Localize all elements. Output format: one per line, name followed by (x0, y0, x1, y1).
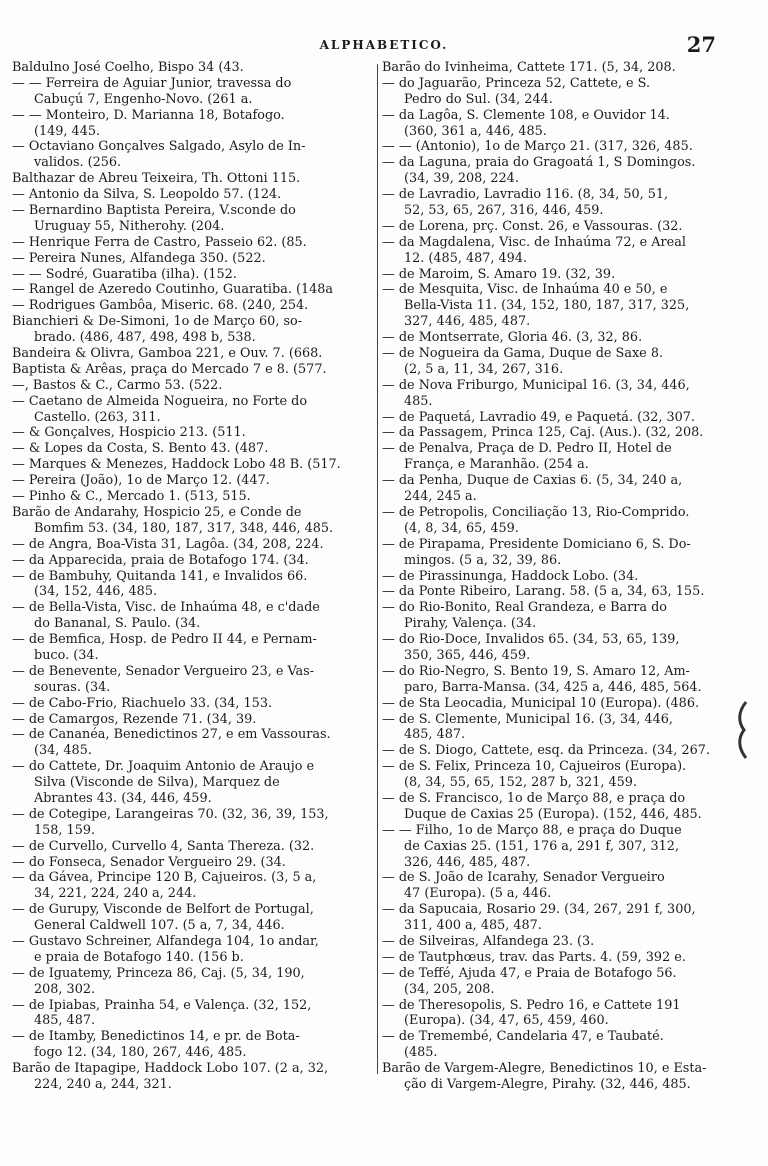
directory-entry-line: 158, 159. (34, 822, 96, 838)
directory-entry-line: ção di Vargem-Alegre, Pirahy. (32, 446, 485. (404, 1077, 691, 1092)
directory-entry-line: — Pereira (João), 1o de Março 12. (447. (12, 473, 270, 489)
directory-entry-line: 224, 240 a, 244, 321. (34, 1077, 172, 1092)
directory-entry-line: — de S. João de Icarahy, Senador Vergueiro (382, 870, 665, 886)
directory-entry-line: 485, 487. (404, 727, 466, 743)
directory-entry-line: 350, 365, 446, 459. (404, 647, 531, 663)
directory-entry-line: — — Sodré, Guaratiba (ilha). (152. (12, 266, 237, 282)
directory-entry-line: 47 (Europa). (5 a, 446. (404, 886, 552, 902)
directory-entry-line: — da Gávea, Principe 120 B, Cajueiros. (3, 5 a, (12, 870, 317, 886)
directory-entry-line: — de Petropolis, Conciliação 13, Rio-Comprido. (382, 504, 690, 520)
directory-entry-line: — de Penalva, Praça de D. Pedro II, Hotel de (382, 441, 672, 457)
directory-entry-line: — da Lagôa, S. Clemente 108, e Ouvidor 14. (382, 107, 670, 123)
directory-entry-line: buco. (34. (34, 647, 99, 663)
directory-entry-line: (34, 152, 446, 485. (34, 584, 158, 600)
directory-entry-line: — de Lorena, prç. Const. 26, e Vassouras. (32. (382, 218, 683, 234)
directory-entry-line: — da Laguna, praia do Gragoatá 1, S Domingos. (382, 155, 696, 171)
directory-entry-line: de Caxias 25. (151, 176 a, 291 f, 307, 312, (404, 838, 680, 854)
directory-entry-line: — de Gurupy, Visconde de Belfort de Portugal, (12, 902, 314, 918)
directory-entry-line: — de Paquetá, Lavradio 49, e Paquetá. (32, 307. (382, 409, 695, 425)
directory-entry-line: Bandeira & Olivra, Gamboa 221, e Ouv. 7. (668. (12, 346, 323, 362)
directory-entry-line: — — (Antonio), 1o de Março 21. (317, 326, 485. (382, 139, 693, 155)
directory-entry-line: — de Cotegipe, Larangeiras 70. (32, 36, 39, 153, (12, 806, 329, 822)
directory-entry-line: — de Iguatemy, Princeza 86, Caj. (5, 34, 190, (12, 965, 305, 981)
directory-entry-line: — — Monteiro, D. Marianna 18, Botafogo. (12, 107, 285, 123)
directory-entry-line: 34, 221, 224, 240 a, 244. (34, 886, 197, 902)
directory-entry-line: — de Ipiabas, Prainha 54, e Valença. (32, 152, (12, 997, 312, 1013)
directory-entry-line: — de Cananéa, Benedictinos 27, e em Vassouras. (12, 727, 331, 743)
directory-entry-line: Balthazar de Abreu Teixeira, Th. Ottoni 115. (12, 171, 301, 187)
directory-entry-line: (149, 445. (34, 123, 101, 139)
directory-entry-line: — de Cabo-Frio, Riachuelo 33. (34, 153. (12, 695, 273, 711)
directory-entry-line: Uruguay 55, Nitherohy. (204. (34, 218, 225, 234)
directory-entry-line: — de S. Francisco, 1o de Março 88, e praça do (382, 790, 686, 806)
directory-entry-line: — de S. Diogo, Cattete, esq. da Princeza. (34, 267. (382, 743, 710, 759)
directory-entry-line: — de Curvello, Curvello 4, Santa Thereza. (32. (12, 838, 315, 854)
directory-entry-line: — de Tremembé, Candelaria 47, e Taubaté. (382, 1029, 664, 1045)
directory-entry-line: — de Nogueira da Gama, Duque de Saxe 8. (382, 346, 664, 362)
directory-entry-line: 208, 302. (34, 981, 96, 997)
directory-entry-line: Pirahy, Valença. (34. (404, 616, 537, 632)
directory-entry-line: Barão de Andarahy, Hospicio 25, e Conde de (12, 504, 302, 520)
directory-entry-line: (360, 361 a, 446, 485. (404, 123, 547, 139)
directory-entry-line: Barão do Ivinheima, Cattete 171. (5, 34, 208. (382, 60, 676, 75)
left-column (12, 60, 374, 1093)
directory-entry-line: (34, 205, 208. (404, 981, 495, 997)
directory-entry-line: Cabuçú 7, Engenho-Novo. (261 a. (34, 91, 253, 107)
directory-entry-line: validos. (256. (34, 155, 122, 171)
directory-entry-line: — de Lavradio, Lavradio 116. (8, 34, 50, 51, (382, 187, 669, 203)
directory-entry-line: e praia de Botafogo 140. (156 b. (34, 949, 244, 965)
directory-entry-line: — de Bella-Vista, Visc. de Inhaúma 48, e c'dade (12, 600, 320, 616)
directory-entry-line: 52, 53, 65, 267, 316, 446, 459. (404, 203, 604, 219)
directory-entry-line: — de Bambuhy, Quitanda 141, e Invalidos 66. (12, 568, 308, 584)
directory-entry-line: Barão de Itapagipe, Haddock Lobo 107. (2 a, 32, (12, 1061, 329, 1077)
directory-entry-line: Pedro do Sul. (34, 244. (404, 91, 553, 107)
page-header (0, 32, 768, 60)
directory-entry-line: — Gustavo Schreiner, Alfandega 104, 1o andar, (12, 933, 319, 949)
directory-entry-line: — Marques & Menezes, Haddock Lobo 48 B. (517. (12, 457, 341, 473)
directory-entry-line: Silva (Visconde de Silva), Marquez de (34, 775, 280, 791)
directory-entry-line: do Bananal, S. Paulo. (34. (34, 616, 201, 632)
directory-entry-line: Bomfim 53. (34, 180, 187, 317, 348, 446, 485. (34, 520, 334, 536)
directory-entry-line: — de Bemfica, Hosp. de Pedro II 44, e Pernam- (12, 632, 317, 648)
directory-entry-line: — de S. Clemente, Municipal 16. (3, 34, 446, (382, 711, 673, 727)
directory-entry-line: — da Ponte Ribeiro, Larang. 58. (5 a, 34, 63, 155. (382, 584, 705, 600)
directory-entry-line: — Rodrigues Gambôa, Miseric. 68. (240, 254. (12, 298, 309, 314)
directory-entry-line: França, e Maranhão. (254 a. (404, 457, 589, 473)
directory-entry-line: —, Bastos & C., Carmo 53. (522. (12, 377, 223, 393)
directory-entry-line: — Octaviano Gonçalves Salgado, Asylo de In- (12, 139, 306, 155)
directory-entry-line: — do Rio-Bonito, Real Grandeza, e Barra do (382, 600, 667, 616)
directory-entry-line: — de Mesquita, Visc. de Inhaúma 40 e 50, e (382, 282, 668, 298)
directory-entry-line: paro, Barra-Mansa. (34, 425 a, 446, 485, 564. (404, 679, 702, 695)
directory-entry-line: — do Fonseca, Senador Vergueiro 29. (34. (12, 854, 286, 870)
directory-entry-line: — do Rio-Negro, S. Bento 19, S. Amaro 12, Am- (382, 663, 690, 679)
directory-entry-line: (8, 34, 55, 65, 152, 287 b, 321, 459. (404, 775, 637, 791)
directory-entry-line: 485. (404, 393, 433, 409)
directory-entry-line: Barão de Vargem-Alegre, Benedictinos 10, e Esta- (382, 1061, 707, 1077)
directory-entry-line: — de Maroim, S. Amaro 19. (32, 39. (382, 266, 616, 282)
directory-entry-line: Abrantes 43. (34, 446, 459. (34, 790, 212, 806)
directory-entry-line: — de Pirapama, Presidente Domiciano 6, S. Do- (382, 536, 691, 552)
directory-entry-line: Castello. (263, 311. (34, 409, 161, 425)
directory-entry-line: 327, 446, 485, 487. (404, 314, 531, 330)
directory-entry-line: — — Filho, 1o de Março 88, e praça do Duque (382, 822, 682, 838)
directory-entry-line: — de Itamby, Benedictinos 14, e pr. de Bota- (12, 1029, 300, 1045)
directory-entry-line: General Caldwell 107. (5 a, 7, 34, 446. (34, 918, 285, 934)
directory-entry-line: — de Montserrate, Gloria 46. (3, 32, 86. (382, 330, 643, 346)
directory-entry-line: fogo 12. (34, 180, 267, 446, 485. (34, 1045, 247, 1061)
directory-entry-line: — de Silveiras, Alfandega 23. (3. (382, 933, 595, 949)
directory-entry-line: — & Lopes da Costa, S. Bento 43. (487. (12, 441, 269, 457)
directory-entry-line: — de Camargos, Rezende 71. (34, 39. (12, 711, 257, 727)
directory-entry-line: — da Sapucaia, Rosario 29. (34, 267, 291 f, 300, (382, 902, 696, 918)
directory-entry-line: — de Benevente, Senador Vergueiro 23, e Vas- (12, 663, 315, 679)
directory-entry-line: Baptista & Arêas, praça do Mercado 7 e 8. (577. (12, 361, 327, 377)
directory-entry-line: — & Gonçalves, Hospicio 213. (511. (12, 425, 246, 441)
directory-entry-line: — da Apparecida, praia de Botafogo 174. (34. (12, 552, 309, 568)
directory-entry-line: brado. (486, 487, 498, 498 b, 538. (34, 330, 256, 346)
directory-entry-line: (4, 8, 34, 65, 459. (404, 520, 519, 536)
right-column (382, 60, 744, 1093)
directory-entry-line: — de Nova Friburgo, Municipal 16. (3, 34, 446, (382, 377, 690, 393)
directory-entry-line: — Antonio da Silva, S. Leopoldo 57. (124. (12, 187, 282, 203)
directory-entry-line: 12. (485, 487, 494. (404, 250, 528, 266)
directory-entry-line: — da Passagem, Princa 125, Caj. (Aus.). (32, 208. (382, 425, 704, 441)
column-divider (377, 64, 378, 1074)
running-title: ALPHABETICO. (319, 38, 449, 52)
directory-entry-line: — de Sta Leocadia, Municipal 10 (Europa). (486. (382, 695, 700, 711)
directory-entry-line: — de Tautphœus, trav. das Parts. 4. (59, 392 e. (382, 949, 686, 965)
directory-entry-line: (34, 39, 208, 224. (404, 171, 519, 187)
directory-entry-line: — da Penha, Duque de Caxias 6. (5, 34, 240 a, (382, 473, 683, 489)
directory-entry-line: — Henrique Ferra de Castro, Passeio 62. (85. (12, 234, 307, 250)
directory-entry-line: — Pereira Nunes, Alfandega 350. (522. (12, 250, 266, 266)
directory-entry-line: — de Theresopolis, S. Pedro 16, e Cattete 191 (382, 997, 681, 1013)
directory-entry-line: — de Angra, Boa-Vista 31, Lagôa. (34, 208, 224. (12, 536, 324, 552)
directory-entry-line: — de S. Felix, Princeza 10, Cajueiros (Europa). (382, 759, 687, 775)
directory-entry-line: — — Ferreira de Aguiar Junior, travessa do (12, 75, 292, 91)
directory-entry-line: mingos. (5 a, 32, 39, 86. (404, 552, 562, 568)
directory-entry-line: — de Teffé, Ajuda 47, e Praia de Botafogo 56. (382, 965, 677, 981)
directory-entry-line: (485. (404, 1045, 438, 1061)
directory-entry-line: 485, 487. (34, 1013, 96, 1029)
directory-entry-line: Duque de Caxias 25 (Europa). (152, 446, 485. (404, 806, 702, 822)
directory-entry-line: (34, 485. (34, 743, 92, 759)
directory-entry-line: — do Cattete, Dr. Joaquim Antonio de Araujo e (12, 759, 315, 775)
directory-entry-line: — Bernardino Baptista Pereira, V.sconde do (12, 203, 296, 219)
directory-entry-line: — Rangel de Azeredo Coutinho, Guaratiba. (148a (12, 282, 334, 298)
directory-entry-line: — Caetano de Almeida Nogueira, no Forte do (12, 393, 308, 409)
directory-entry-line: 311, 400 a, 485, 487. (404, 918, 542, 934)
directory-entry-line: — do Rio-Doce, Invalidos 65. (34, 53, 65, 139, (382, 632, 680, 648)
margin-bracket-mark (734, 700, 752, 760)
directory-entry-line: (2, 5 a, 11, 34, 267, 316. (404, 361, 564, 377)
directory-entry-line: Bella-Vista 11. (34, 152, 180, 187, 317, 325, (404, 298, 690, 314)
directory-entry-line: — do Jaguarão, Princeza 52, Cattete, e S. (382, 75, 651, 91)
directory-entry-line: — Pinho & C., Mercado 1. (513, 515. (12, 489, 251, 505)
directory-entry-line: 244, 245 a. (404, 489, 477, 505)
directory-entry-line: souras. (34. (34, 679, 111, 695)
page-number: 27 (686, 32, 716, 57)
directory-entry-line: Baldulno José Coelho, Bispo 34 (43. (12, 60, 244, 75)
directory-entry-line: — de Pirassinunga, Haddock Lobo. (34. (382, 568, 639, 584)
directory-entry-line: — da Magdalena, Visc. de Inhaúma 72, e Areal (382, 234, 686, 250)
directory-entry-line: (Europa). (34, 47, 65, 459, 460. (404, 1013, 609, 1029)
directory-entry-line: Bianchieri & De-Simoni, 1o de Março 60, so- (12, 314, 303, 330)
directory-entry-line: 326, 446, 485, 487. (404, 854, 531, 870)
